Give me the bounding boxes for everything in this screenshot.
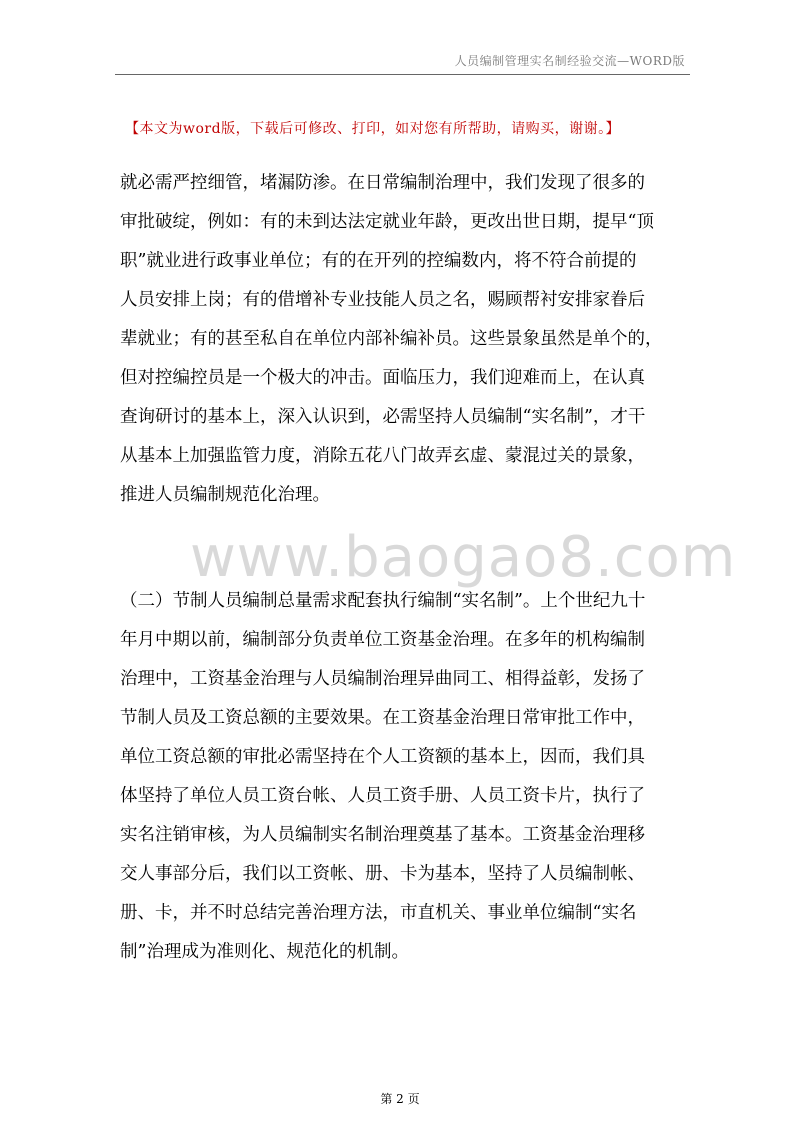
text-line: 制”治理成为准则化、规范化的机制。 xyxy=(120,942,409,962)
text-line: 从基本上加强监管力度，消除五花八门故弄玄虚、蒙混过关的景象， xyxy=(120,446,645,466)
header-divider xyxy=(115,74,690,75)
watermark: www.baogao8.com xyxy=(190,525,737,590)
header-title: 人员编制管理实名制经验交流—WORD版 xyxy=(454,54,685,68)
text-line: 查询研讨的基本上，深入认识到，必需坚持人员编制“实名制”，才干 xyxy=(120,407,646,427)
text-line: 职”就业进行政事业单位；有的在开列的控编数内，将不符合前提的 xyxy=(120,251,637,271)
text-line: 推进人员编制规范化治理。 xyxy=(120,485,330,505)
page-number: 第 2 页 xyxy=(380,1092,420,1106)
text-line: 人员安排上岗；有的借增补专业技能人员之名，赐顾帮衬安排家眷后 xyxy=(120,290,645,310)
text-line: 实名注销审核，为人员编制实名制治理奠基了基本。工资基金治理移 xyxy=(120,825,645,845)
text-line: （二）节制人员编制总量需求配套执行编制“实名制”。上个世纪九十 xyxy=(120,591,646,611)
text-line: 册、卡，并不时总结完善治理方法，市直机关、事业单位编制“实名 xyxy=(120,903,637,923)
text-line: 交人事部分后，我们以工资帐、册、卡为基本，坚持了人员编制帐、 xyxy=(120,864,645,884)
text-line: 辈就业；有的甚至私自在单位内部补编补员。这些景象虽然是单个的， xyxy=(120,329,663,349)
text-line: 年月中期以前，编制部分负责单位工资基金治理。在多年的机构编制 xyxy=(120,630,645,650)
text-line: 但对控编控员是一个极大的冲击。面临压力，我们迎难而上，在认真 xyxy=(120,368,645,388)
paragraph-1 xyxy=(120,164,685,515)
text-line: 单位工资总额的审批必需坚持在个人工资额的基本上，因而，我们具 xyxy=(120,747,645,767)
text-line: 治理中，工资基金治理与人员编制治理异曲同工、相得益彰，发扬了 xyxy=(120,669,645,689)
text-line: 审批破绽，例如：有的未到达法定就业年龄，更改出世日期，提早“顶 xyxy=(120,212,654,232)
text-line: 节制人员及工资总额的主要效果。在工资基金治理日常审批工作中， xyxy=(120,708,645,728)
download-notice: 【本文为word版，下载后可修改、打印，如对您有所帮助，请购买，谢谢。】 xyxy=(125,121,621,137)
text-line: 体坚持了单位人员工资台帐、人员工资手册、人员工资卡片，执行了 xyxy=(120,786,645,806)
text-line: 就必需严控细管，堵漏防渗。在日常编制治理中，我们发现了很多的 xyxy=(120,173,645,193)
paragraph-2 xyxy=(120,582,685,972)
